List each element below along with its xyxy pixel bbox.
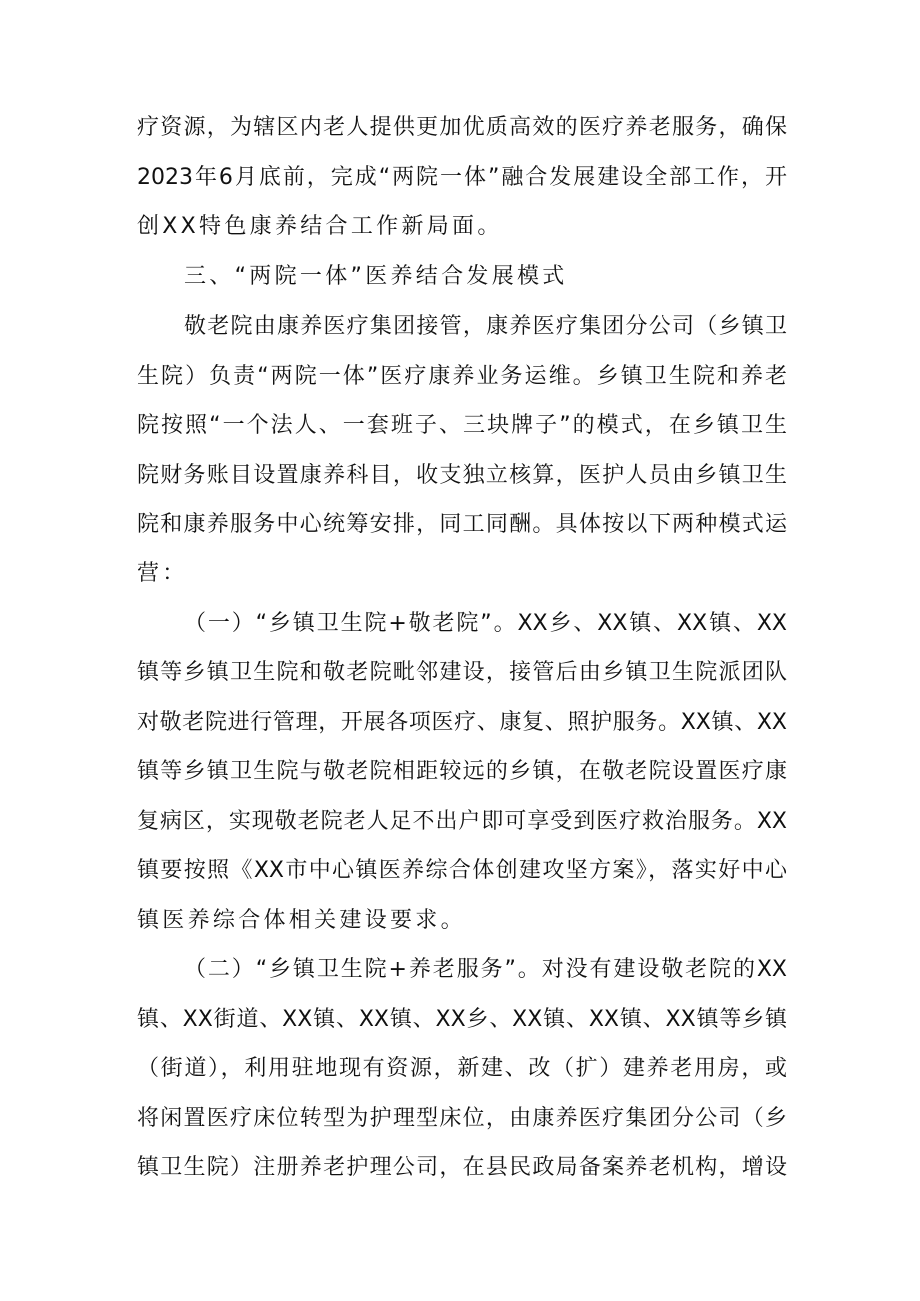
paragraph-line: 疗资源，为辖区内老人提供更加优质高效的医疗养老服务，确保 bbox=[137, 115, 787, 140]
paragraph-line: 镇、XX街道、XX镇、XX镇、XX乡、XX镇、XX镇、XX镇等乡镇 bbox=[137, 1007, 787, 1032]
paragraph-line: 镇要按照《XX市中心镇医养综合体创建攻坚方案》，落实好中心 bbox=[137, 858, 787, 883]
paragraph-line: 镇卫生院）注册养老护理公司，在县民政局备案养老机构，增设 bbox=[137, 1155, 787, 1180]
paragraph-line: 复病区，实现敬老院老人足不出户即可享受到医疗救治服务。XX bbox=[137, 809, 787, 834]
paragraph-line: 院按照“一个法人、一套班子、三块牌子”的模式，在乡镇卫生 bbox=[137, 413, 787, 438]
paragraph-line: （街道），利用驻地现有资源，新建、改（扩）建养老用房，或 bbox=[137, 1056, 787, 1081]
paragraph-line: 营： bbox=[137, 561, 188, 586]
paragraph-line: 院和康养服务中心统筹安排，同工同酬。具体按以下两种模式运 bbox=[137, 512, 787, 537]
subsection-line: （一）“乡镇卫生院+敬老院”。XX乡、XX镇、XX镇、XX bbox=[184, 611, 787, 636]
paragraph-line: 对敬老院进行管理，开展各项医疗、康复、照护服务。XX镇、XX bbox=[137, 710, 787, 735]
paragraph-line: 敬老院由康养医疗集团接管，康养医疗集团分公司（乡镇卫 bbox=[184, 314, 787, 339]
paragraph-line: 生院）负责“两院一体”医疗康养业务运维。乡镇卫生院和养老 bbox=[137, 364, 787, 389]
paragraph-line: 创XX特色康养结合工作新局面。 bbox=[137, 214, 503, 239]
section-heading: 三、“两院一体”医养结合发展模式 bbox=[184, 264, 568, 289]
paragraph-line: 院财务账目设置康养科目，收支独立核算，医护人员由乡镇卫生 bbox=[137, 463, 787, 488]
paragraph-line: 镇等乡镇卫生院和敬老院毗邻建设，接管后由乡镇卫生院派团队 bbox=[137, 660, 787, 685]
subsection-line: （二）“乡镇卫生院+养老服务”。对没有建设敬老院的XX bbox=[184, 957, 787, 982]
paragraph-line: 将闲置医疗床位转型为护理型床位，由康养医疗集团分公司（乡 bbox=[137, 1106, 787, 1131]
paragraph-line: 镇等乡镇卫生院与敬老院相距较远的乡镇，在敬老院设置医疗康 bbox=[137, 759, 787, 784]
paragraph-line: 2023年6月底前，完成“两院一体”融合发展建设全部工作，开 bbox=[137, 165, 787, 190]
paragraph-line: 镇医养综合体相关建设要求。 bbox=[137, 908, 466, 933]
